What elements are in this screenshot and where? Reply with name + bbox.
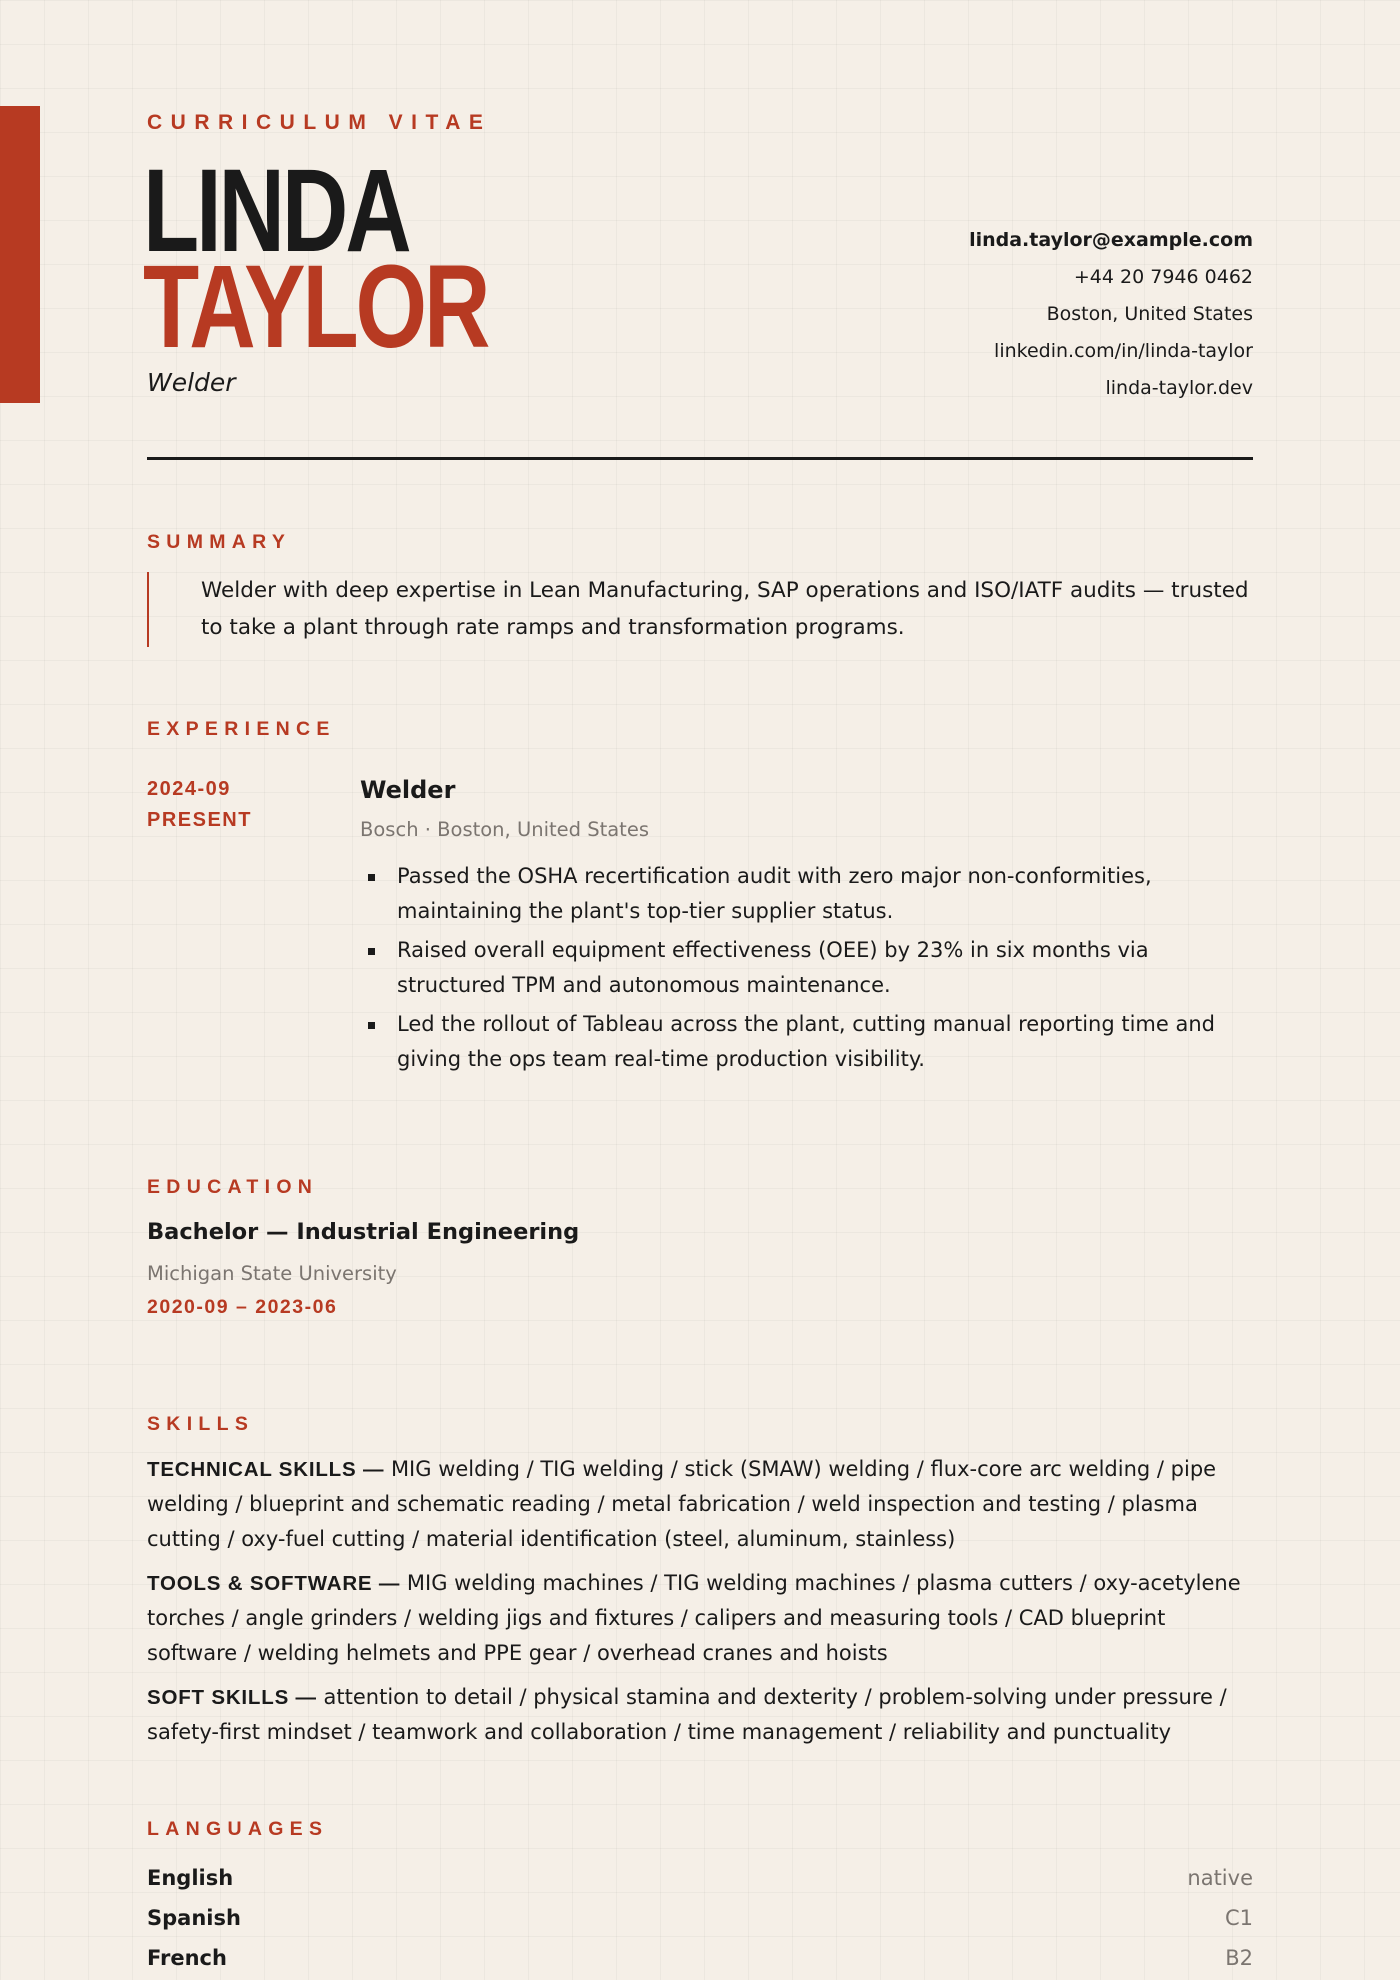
skill-group-label: TOOLS & SOFTWARE — <box>147 1572 401 1595</box>
language-level: native <box>1187 1866 1253 1890</box>
website-link[interactable]: linda-taylor.dev <box>1105 377 1253 399</box>
language-name: French <box>147 1946 227 1970</box>
accent-bar <box>0 106 40 403</box>
language-row <box>147 1898 1253 1938</box>
experience-start-date: 2024-09 <box>147 778 231 800</box>
last-name: TAYLOR <box>143 241 488 373</box>
skill-group-soft <box>147 1680 1253 1750</box>
linkedin-link[interactable]: linkedin.com/in/linda-taylor <box>994 340 1253 362</box>
experience-company: Bosch · Boston, United States <box>360 818 649 841</box>
education-school: Michigan State University <box>147 1262 397 1285</box>
experience-bullets <box>360 859 1253 1077</box>
skill-group-text: attention to detail / physical stamina and dexterity / problem-solving under pressure / safety-first mindset / teamwork and collaboration / time management / reliability and punctuality <box>147 1685 1227 1744</box>
experience-heading: EXPERIENCE <box>147 718 336 740</box>
skills-block <box>147 1452 1253 1759</box>
email-link[interactable]: linda.taylor@example.com <box>969 229 1253 251</box>
document-eyebrow: CURRICULUM VITAE <box>147 111 492 134</box>
education-heading: EDUCATION <box>147 1176 319 1198</box>
languages-heading: LANGUAGES <box>147 1818 329 1840</box>
language-name: English <box>147 1866 234 1890</box>
summary-block <box>147 572 1255 647</box>
experience-entry <box>360 776 1253 1081</box>
header-divider <box>147 457 1253 460</box>
phone-text: +44 20 7946 0462 <box>1073 266 1253 288</box>
experience-title: Welder <box>360 776 456 804</box>
experience-bullet: Led the rollout of Tableau across the plant, cutting manual reporting time and giving the ops team real-time production visibility. <box>360 1007 1253 1077</box>
skill-group-tools <box>147 1566 1253 1671</box>
experience-bullet: Raised overall equipment effectiveness (OEE) by 23% in six months via structured TPM and autonomous maintenance. <box>360 933 1253 1003</box>
experience-dates <box>147 774 252 836</box>
language-level: B2 <box>1225 1946 1253 1970</box>
first-name: LINDA <box>143 145 409 277</box>
role-title: Welder <box>147 368 236 397</box>
skill-group-text: MIG welding / TIG welding / stick (SMAW) welding / flux-core arc welding / pipe welding / blueprint and schematic reading / metal fabrication / weld inspection and testing / plasma cutting / oxy-fuel cutting / material identification (steel, aluminum, stainless) <box>147 1457 1217 1551</box>
language-row <box>147 1858 1253 1898</box>
languages-list <box>147 1858 1253 1978</box>
language-name: Spanish <box>147 1906 241 1930</box>
skills-heading: SKILLS <box>147 1413 255 1435</box>
education-dates: 2020-09 – 2023-06 <box>147 1296 338 1318</box>
skill-group-label: TECHNICAL SKILLS — <box>147 1458 385 1481</box>
language-level: C1 <box>1224 1906 1253 1930</box>
summary-text: Welder with deep expertise in Lean Manufacturing, SAP operations and ISO/IATF audits — trusted to take a plant through rate ramps and transformation programs. <box>201 578 1249 640</box>
skill-group-label: SOFT SKILLS — <box>147 1686 317 1709</box>
contact-block <box>969 222 1253 407</box>
education-degree: Bachelor — Industrial Engineering <box>147 1219 580 1245</box>
experience-end-date: PRESENT <box>147 809 252 831</box>
summary-heading: SUMMARY <box>147 531 292 553</box>
language-row <box>147 1938 1253 1978</box>
experience-bullet: Passed the OSHA recertification audit with zero major non-conformities, maintaining the plant's top-tier supplier status. <box>360 859 1253 929</box>
skill-group-text: MIG welding machines / TIG welding machines / plasma cutters / oxy-acetylene torches / angle grinders / welding jigs and fixtures / calipers and measuring tools / CAD blueprint software / welding helmets and PPE gear / overhead cranes and hoists <box>147 1571 1241 1665</box>
location-text: Boston, United States <box>1046 303 1253 325</box>
skill-group-technical <box>147 1452 1253 1557</box>
